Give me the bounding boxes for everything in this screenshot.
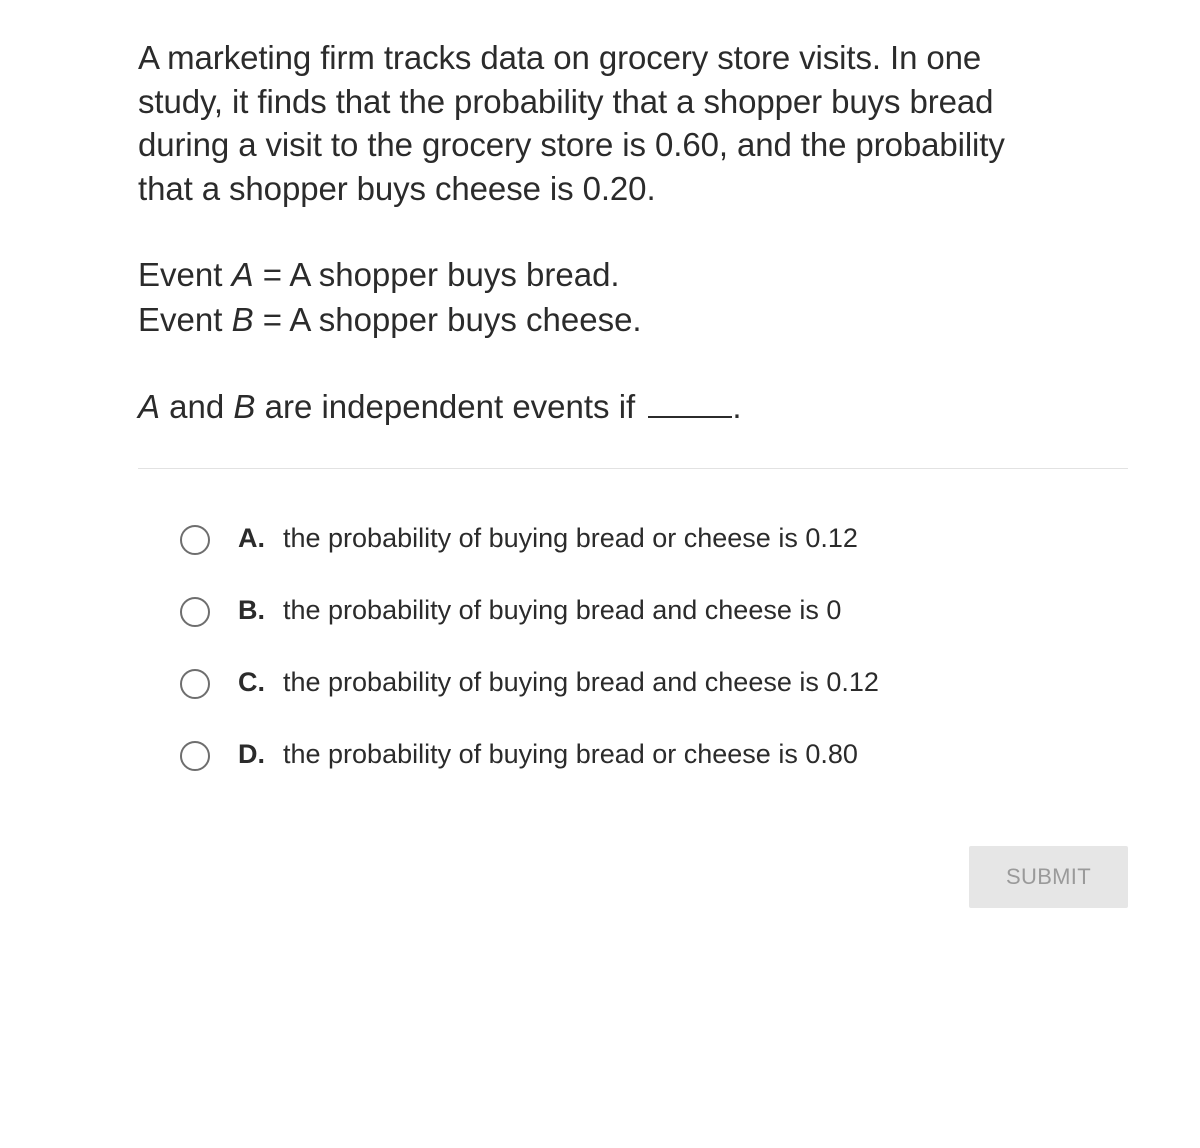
event-definitions bbox=[138, 252, 1128, 342]
prompt-conjunction: and bbox=[160, 388, 234, 425]
event-variable: B bbox=[231, 301, 254, 338]
stem-line: study, it finds that the probability that a shopper buys bread bbox=[138, 82, 994, 120]
choice-text: the probability of buying bread or cheese is 0.12 bbox=[283, 523, 858, 553]
choice-c[interactable] bbox=[180, 660, 1080, 732]
choice-text: the probability of buying bread or cheese is 0.80 bbox=[283, 739, 858, 769]
submit-button[interactable]: SUBMIT bbox=[969, 846, 1128, 908]
event-prefix: Event bbox=[138, 256, 232, 293]
stem-line: A marketing firm tracks data on grocery store visits. In one bbox=[138, 39, 982, 76]
event-text: = A shopper buys cheese. bbox=[253, 301, 642, 338]
radio-button-icon[interactable] bbox=[180, 741, 210, 771]
choice-a[interactable] bbox=[180, 516, 1080, 588]
choice-text: the probability of buying bread and cheese is 0.12 bbox=[283, 667, 879, 697]
question-panel bbox=[138, 36, 1128, 429]
question-prompt bbox=[138, 384, 1128, 429]
event-b-definition bbox=[138, 297, 1128, 342]
answer-blank bbox=[648, 394, 732, 418]
choice-d[interactable] bbox=[180, 732, 1080, 804]
prompt-period: . bbox=[732, 388, 742, 425]
choice-letter: A. bbox=[238, 523, 265, 553]
choice-letter: B. bbox=[238, 595, 265, 625]
question-stem bbox=[138, 36, 1128, 210]
answer-choices bbox=[180, 516, 1080, 804]
choice-letter: D. bbox=[238, 739, 265, 769]
stem-line: during a visit to the grocery store is 0.60, and the probability bbox=[138, 126, 1005, 163]
radio-button-icon[interactable] bbox=[180, 669, 210, 699]
event-variable: A bbox=[231, 256, 254, 293]
stem-line: that a shopper buys cheese is 0.20. bbox=[138, 169, 656, 207]
prompt-text: are independent events if bbox=[255, 388, 645, 425]
radio-button-icon[interactable] bbox=[180, 597, 210, 627]
divider bbox=[138, 468, 1128, 469]
event-a-definition bbox=[138, 252, 1128, 297]
choice-letter: C. bbox=[238, 667, 265, 697]
choice-b[interactable] bbox=[180, 588, 1080, 660]
choice-text: the probability of buying bread and cheese is 0 bbox=[283, 595, 842, 625]
prompt-variable-a: A bbox=[138, 388, 161, 425]
radio-button-icon[interactable] bbox=[180, 525, 210, 555]
event-prefix: Event bbox=[138, 301, 232, 338]
prompt-variable-b: B bbox=[233, 388, 256, 425]
event-text: = A shopper buys bread. bbox=[253, 256, 620, 293]
